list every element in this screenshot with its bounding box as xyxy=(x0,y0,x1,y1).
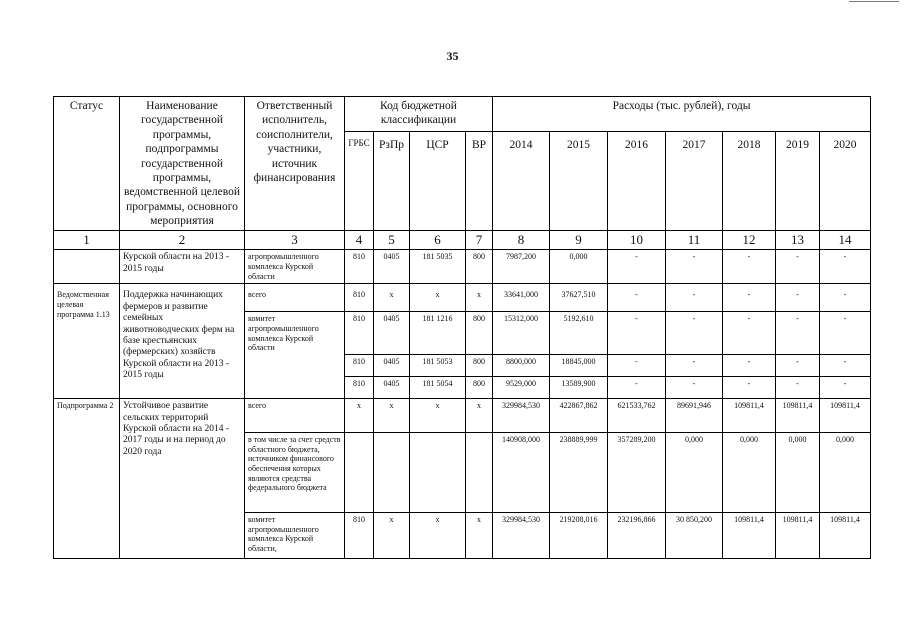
grbs-cell: 810 xyxy=(345,355,374,377)
value-cell: - xyxy=(776,284,820,312)
table-row xyxy=(54,250,871,284)
column-number: 4 xyxy=(345,231,374,250)
header-status: Статус xyxy=(54,97,120,231)
header-year: 2020 xyxy=(820,132,871,231)
value-cell: 109811,4 xyxy=(776,399,820,433)
header-budget-code: Код бюджетной классификации xyxy=(345,97,493,132)
value-cell: 0,000 xyxy=(550,250,608,284)
csr-cell: х xyxy=(410,284,466,312)
column-number: 14 xyxy=(820,231,871,250)
responsible-cell: всего xyxy=(245,284,345,312)
grbs-cell xyxy=(345,433,374,513)
rzpr-cell: 0405 xyxy=(374,377,410,399)
value-cell: 0,000 xyxy=(666,433,723,513)
value-cell: 18845,000 xyxy=(550,355,608,377)
value-cell: 140908,000 xyxy=(493,433,550,513)
program-name-cell: Курской области на 2013 - 2015 годы xyxy=(120,250,245,284)
csr-cell: х xyxy=(410,513,466,559)
value-cell: - xyxy=(723,250,776,284)
value-cell: 9529,000 xyxy=(493,377,550,399)
value-cell: - xyxy=(723,355,776,377)
responsible-cell xyxy=(245,355,345,377)
vr-cell: х xyxy=(466,513,493,559)
value-cell: - xyxy=(723,312,776,355)
responsible-cell: агропромышленного комплекса Курской области xyxy=(245,250,345,284)
value-cell: - xyxy=(608,250,666,284)
header-csr: ЦСР xyxy=(410,132,466,231)
value-cell: 109811,4 xyxy=(776,513,820,559)
value-cell: 109811,4 xyxy=(820,399,871,433)
value-cell: - xyxy=(820,312,871,355)
header-year: 2016 xyxy=(608,132,666,231)
header-year: 2017 xyxy=(666,132,723,231)
grbs-cell: 810 xyxy=(345,250,374,284)
grbs-cell: 810 xyxy=(345,284,374,312)
value-cell: - xyxy=(820,284,871,312)
grbs-cell: 810 xyxy=(345,377,374,399)
value-cell: - xyxy=(723,284,776,312)
value-cell: - xyxy=(608,377,666,399)
value-cell: 0,000 xyxy=(820,433,871,513)
value-cell: - xyxy=(666,284,723,312)
csr-cell: 181 1216 xyxy=(410,312,466,355)
value-cell: - xyxy=(776,355,820,377)
value-cell: 422867,862 xyxy=(550,399,608,433)
program-name-cell: Поддержка начинающих фермеров и развитие семейных животноводческих ферм на базе крестьянских (фермерских) хозяйств Курской области на 2013 - 2015 годы xyxy=(120,284,245,399)
responsible-cell: комитет агропромышленного комплекса Курской области xyxy=(245,312,345,355)
header-year: 2015 xyxy=(550,132,608,231)
table-row xyxy=(54,284,871,312)
vr-cell: 800 xyxy=(466,355,493,377)
value-cell: - xyxy=(666,312,723,355)
rzpr-cell: х xyxy=(374,513,410,559)
column-number: 11 xyxy=(666,231,723,250)
csr-cell: х xyxy=(410,399,466,433)
header-grbs: ГРБС xyxy=(345,132,374,231)
header-year: 2018 xyxy=(723,132,776,231)
vr-cell xyxy=(466,433,493,513)
csr-cell: 181 5035 xyxy=(410,250,466,284)
grbs-cell: х xyxy=(345,399,374,433)
header-vr: ВР xyxy=(466,132,493,231)
value-cell: - xyxy=(776,377,820,399)
csr-cell: 181 5053 xyxy=(410,355,466,377)
status-cell: Подпрограмма 2 xyxy=(54,399,120,559)
status-cell xyxy=(54,250,120,284)
column-number: 10 xyxy=(608,231,666,250)
budget-table xyxy=(53,96,871,559)
value-cell: 30 850,200 xyxy=(666,513,723,559)
value-cell: - xyxy=(608,355,666,377)
header-row xyxy=(54,97,871,132)
value-cell: 232196,866 xyxy=(608,513,666,559)
value-cell: 109811,4 xyxy=(723,513,776,559)
value-cell: - xyxy=(608,312,666,355)
vr-cell: х xyxy=(466,284,493,312)
program-name-cell: Устойчивое развитие сельских территорий Курской области на 2014 - 2017 годы и на период до 2020 года xyxy=(120,399,245,559)
value-cell: - xyxy=(776,312,820,355)
value-cell: - xyxy=(666,250,723,284)
column-number: 6 xyxy=(410,231,466,250)
value-cell: 0,000 xyxy=(776,433,820,513)
column-number: 1 xyxy=(54,231,120,250)
csr-cell: 181 5054 xyxy=(410,377,466,399)
responsible-cell: всего xyxy=(245,399,345,433)
value-cell: 0,000 xyxy=(723,433,776,513)
value-cell: 238889,999 xyxy=(550,433,608,513)
column-number: 3 xyxy=(245,231,345,250)
value-cell: 33641,000 xyxy=(493,284,550,312)
responsible-cell xyxy=(245,377,345,399)
column-number: 13 xyxy=(776,231,820,250)
value-cell: 5192,610 xyxy=(550,312,608,355)
value-cell: - xyxy=(666,377,723,399)
header-year: 2014 xyxy=(493,132,550,231)
column-number: 12 xyxy=(723,231,776,250)
column-number: 7 xyxy=(466,231,493,250)
value-cell: 109811,4 xyxy=(820,513,871,559)
csr-cell xyxy=(410,433,466,513)
value-cell: - xyxy=(666,355,723,377)
rzpr-cell: х xyxy=(374,284,410,312)
value-cell: 357289,200 xyxy=(608,433,666,513)
vr-cell: х xyxy=(466,399,493,433)
value-cell: - xyxy=(820,377,871,399)
rzpr-cell: 0405 xyxy=(374,250,410,284)
page-number: 35 xyxy=(446,49,459,63)
rzpr-cell: 0405 xyxy=(374,312,410,355)
value-cell: 89691,946 xyxy=(666,399,723,433)
header-year: 2019 xyxy=(776,132,820,231)
value-cell: 621533,762 xyxy=(608,399,666,433)
status-cell: Ведомственная целевая программа 1.13 xyxy=(54,284,120,399)
rzpr-cell xyxy=(374,433,410,513)
value-cell: 13589,900 xyxy=(550,377,608,399)
value-cell: 15312,000 xyxy=(493,312,550,355)
value-cell: 37627,510 xyxy=(550,284,608,312)
value-cell: - xyxy=(776,250,820,284)
value-cell: - xyxy=(820,355,871,377)
column-number-row xyxy=(54,231,871,250)
value-cell: 8800,000 xyxy=(493,355,550,377)
table-row xyxy=(54,399,871,433)
vr-cell: 800 xyxy=(466,312,493,355)
vr-cell: 800 xyxy=(466,377,493,399)
column-number: 2 xyxy=(120,231,245,250)
page-top-rule xyxy=(849,1,899,2)
column-number: 8 xyxy=(493,231,550,250)
header-program-name: Наименование государственной программы, подпрограммы государственной программы, ведомственной целевой программы, основного мероприятия xyxy=(120,97,245,231)
value-cell: - xyxy=(608,284,666,312)
value-cell: 329984,530 xyxy=(493,399,550,433)
rzpr-cell: х xyxy=(374,399,410,433)
header-expenses: Расходы (тыс. рублей), годы xyxy=(493,97,871,132)
vr-cell: 800 xyxy=(466,250,493,284)
responsible-cell: комитет агропромышленного комплекса Курской области, xyxy=(245,513,345,559)
column-number: 5 xyxy=(374,231,410,250)
value-cell: 7987,200 xyxy=(493,250,550,284)
grbs-cell: 810 xyxy=(345,312,374,355)
header-rzpr: РзПр xyxy=(374,132,410,231)
grbs-cell: 810 xyxy=(345,513,374,559)
value-cell: 109811,4 xyxy=(723,399,776,433)
responsible-cell: в том числе за счет средств областного бюджета, источником финансового обеспечения которых являются средства федерального бюджета xyxy=(245,433,345,513)
column-number: 9 xyxy=(550,231,608,250)
value-cell: 219208,016 xyxy=(550,513,608,559)
rzpr-cell: 0405 xyxy=(374,355,410,377)
value-cell: 329984,530 xyxy=(493,513,550,559)
header-responsible: Ответственный исполнитель, соисполнители, участники, источник финансирования xyxy=(245,97,345,231)
value-cell: - xyxy=(723,377,776,399)
value-cell: - xyxy=(820,250,871,284)
